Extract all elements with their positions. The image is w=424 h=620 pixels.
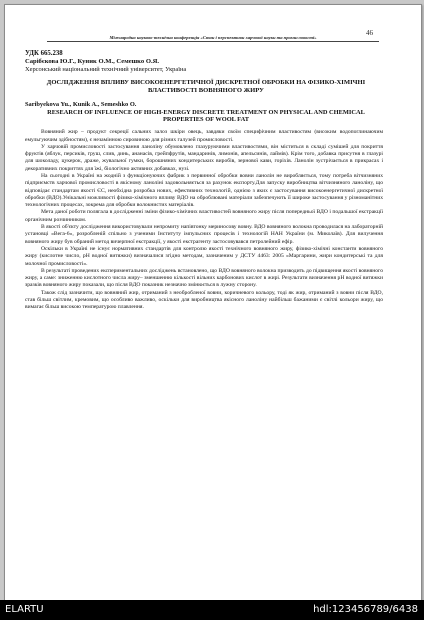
affiliation: Херсонський національний технічний університет, Україна [25,65,187,73]
authors-uk: Сарібєкова Ю.Г., Куник О.М., Семешко О.Я. [25,57,160,65]
authors-en: Saribyekova Yu., Kunik A., Semeshko O. [25,100,137,108]
article-text [25,129,383,311]
paragraph: Вовняний жир – продукт секреції сальних залоз шкіри овець, завдяки своїм специфічним властивостям (високим водопоглинаючим емульгуючим здібностям), є незамінною сировиною для різних галузей промисловості. [25,129,383,143]
article-body [25,50,383,312]
document-page [4,4,422,602]
viewer-footer-bar [0,600,424,620]
repository-label[interactable]: ELARTU [5,604,44,615]
article-title-en: RESEARCH OF INFLUENCE OF HIGH-ENERGY DISCRETE TREATMENT ON PHYSICAL AND CHEMICAL PROPERTIES OF WOOL FAT [47,108,365,124]
udc-code: УДК 665.238 [25,50,63,57]
handle-label[interactable]: hdl:123456789/6438 [313,604,418,615]
paragraph: В якості об'єкту дослідження використовували непромиту напівтонку мериносову вовну. ВДО вовняного волокна проводилася на лабораторній установці «Вега-6», розробленій спільно з ученими Інституту імпульсних процесів і технологій НАН України (м. Миколаїв). Для вилучення вовняного жиру був обраний метод вичерпної екстракції, у якості екстрагенту застосовувався петролейний ефір. [25,224,383,245]
paragraph: На сьогодні в Україні на жодній з функціонуючих фабрик з первинної обробки вовни ланолін не виробляється, тому потреба вітчизняних підприємств харчової промисловості в якісному ланоліні задовольняється за рахунок експорту.Для запуску виробництва вітчизняного ланоліну, що відповідає стандартам якості ЄС, необхідна розробка нових, ефективних технологій, однією з яких є застосування високоенергетичної дискретної обробки (ВДО).Унікальні можливості фізико-хімічного впливу ВДО на оброблювані матеріали забезпечують її широке застосування у різноманітних технологічних процесах, зокрема для обробки волокнистих матеріалів. [25,173,383,209]
paragraph: Оскільки в Україні не існує нормативних стандартів для контролю якості технічного вовняного жиру, фізико-хімічні константи вовняного жиру (кислотне число, рН водної витяжки) визначалися згідно методам, зазначеним у ДСТУ 4463: 2005 «Маргарини, жири кондитерські та для молочної промисловості». [25,245,383,267]
paragraph: Мета даної роботи полягала в дослідженні зміни фізико-хімічних властивостей вовняного жиру після попередньої ВДО і подальшої екстракції органічним розчинником. [25,209,383,223]
page-number: 46 [366,29,373,37]
paragraph: Також слід зазначити, що вовняний жир, отриманий з необробленої вовни, коричневого кольору, тоді як жир, отриманий з вовни після ВДО, став більш світлим, кремовим, що особливо важливо, оскільки для виробництва якісного ланоліну найбільш бажаними є світлі кольори жиру, що вимагає більш високою температурою плавлення. [25,289,383,311]
paragraph: У харчовій промисловості застосування ланоліну обумовлено глазуруючими властивостями, він міститься в складі сумішей для покриття фруктів (яблук, персиків, груш, слив, динь, ананасів, грейпфрутів, мандаринів, лимонів, апельсинів, лаймів). Крім того, добавка присутня в глазурі для шоколаду, цукерок, драже, жувальної гумки, борошняних кондитерських виробів, зернової кави, горіхів. Ланолін зустрічається в прикрасах і декоративних покриттях для їжі, біологічно активних добавках, нузі. [25,143,383,172]
running-header: Міжнародна науково-технічна конференція «Стан і перспективи харчової науки та промисловості» [47,35,379,42]
article-title-uk: ДОСЛІДЖЕННЯ ВПЛИВУ ВИСОКОЕНЕРГЕТИЧНОЇ ДИСКРЕТНОЇ ОБРОБКИ НА ФІЗИКО-ХІМІЧНІ ВЛАСТИВОСТІ ВОВНЯНОГО ЖИРУ [46,78,366,94]
paragraph: В результаті проведених експериментальних досліджень встановлено, що ВДО вовняного волокна призводить до підвищення якості вовняного жиру, а саме: зниженню кислотного числа жиру– зменшенню кількості вільних карбонових кислот в жирі. Результати визначення рН водної витяжки зразків вовняного жиру показали, що після ВДО показник незначно змінюється в лужну сторону. [25,267,383,289]
